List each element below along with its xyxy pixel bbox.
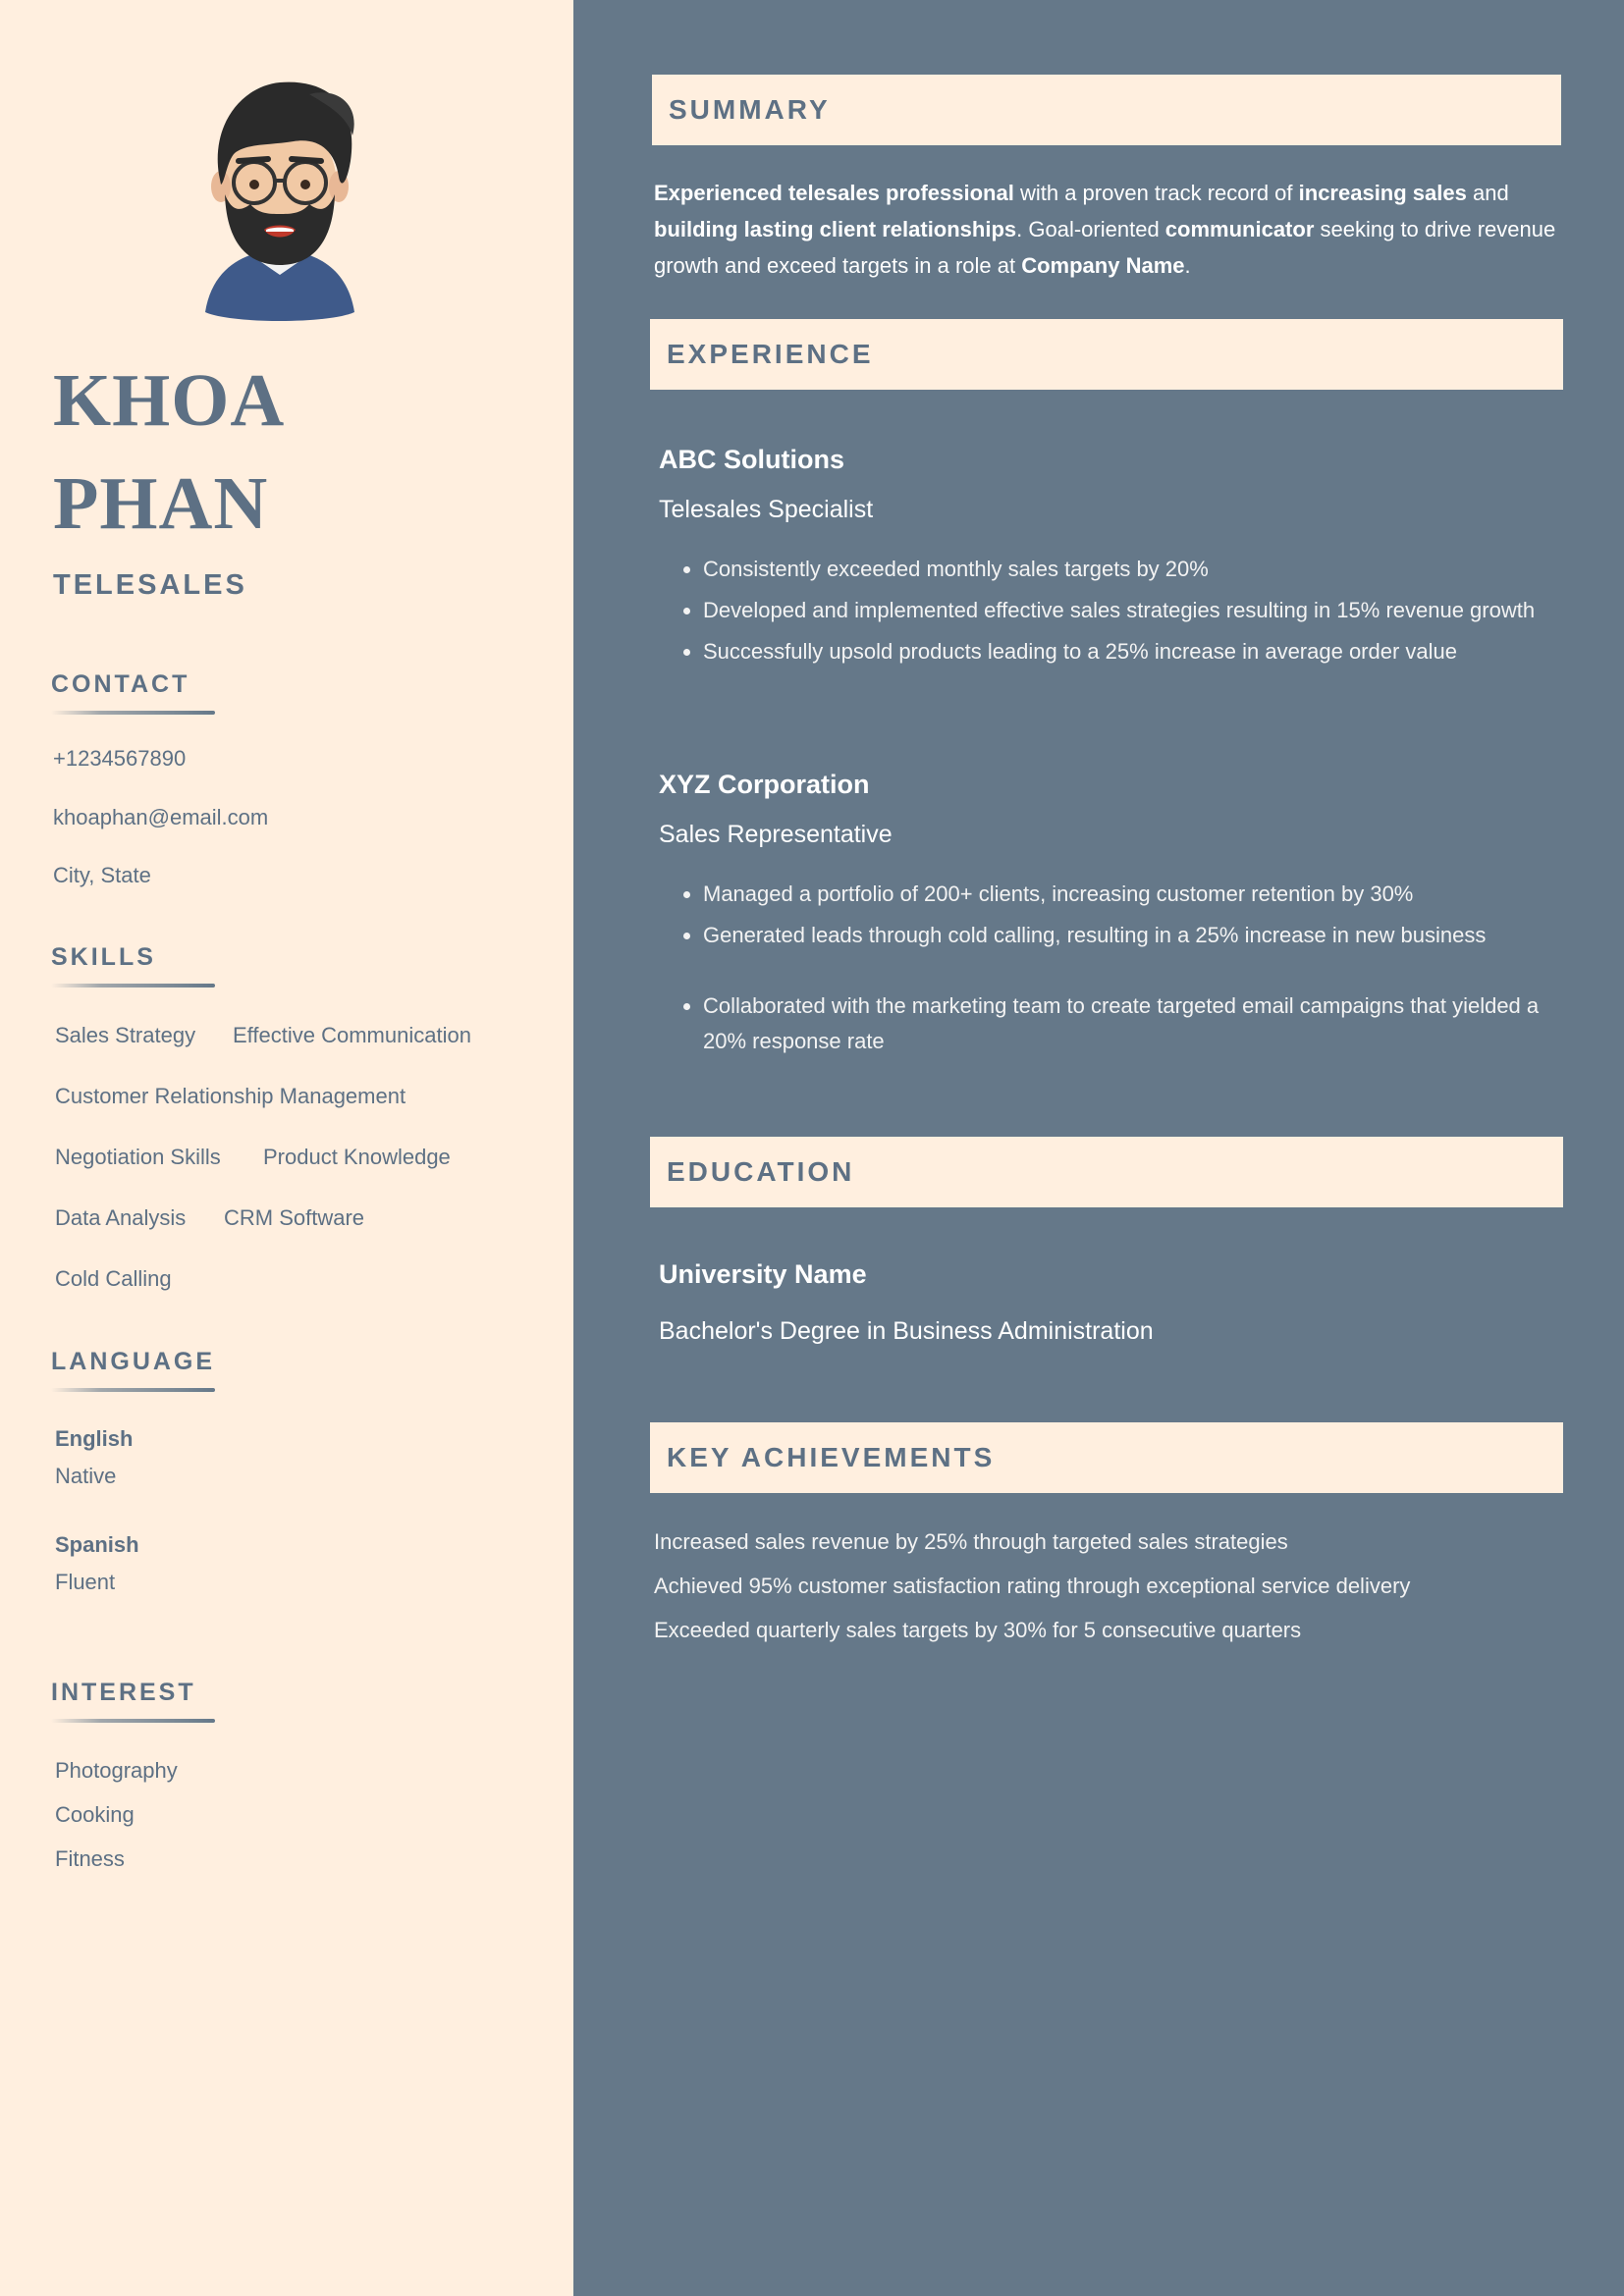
skills-underline <box>51 984 215 988</box>
left-sidebar <box>0 0 573 2296</box>
skill-tag: Customer Relationship Management <box>55 1084 406 1108</box>
contact-location: City, State <box>53 863 151 887</box>
skill-tag: Effective Communication <box>233 1023 471 1047</box>
language-name: English <box>55 1426 134 1451</box>
job-company: ABC Solutions <box>659 445 844 474</box>
language-level: Fluent <box>55 1570 116 1594</box>
language-level: Native <box>55 1464 117 1488</box>
interest-underline <box>51 1719 215 1723</box>
job-bullet: Successfully upsold products leading to a 25% increase in average order value <box>703 634 1557 669</box>
skill-tag: Data Analysis <box>55 1205 187 1230</box>
main-content <box>573 0 1624 2296</box>
summary-part: Company Name <box>1021 253 1185 278</box>
job-bullet: Generated leads through cold calling, resulting in a 25% increase in new business <box>703 918 1557 953</box>
education-heading: EDUCATION <box>667 1156 855 1187</box>
achievements-header <box>650 1422 1563 1493</box>
achievement-item: Exceeded quarterly sales targets by 30% for 5 consecutive quarters <box>654 1618 1302 1642</box>
achievement-item: Achieved 95% customer satisfaction rating through exceptional service delivery <box>654 1574 1411 1598</box>
first-name: KHOA <box>53 359 286 442</box>
job-bullet: Consistently exceeded monthly sales targets by 20% <box>703 552 1557 587</box>
summary-part: communicator <box>1164 217 1315 241</box>
skill-tag: Sales Strategy <box>55 1023 196 1047</box>
avatar <box>191 67 368 322</box>
language-underline <box>51 1388 215 1392</box>
interest-item: Fitness <box>55 1846 125 1871</box>
experience-heading: EXPERIENCE <box>667 339 874 369</box>
skill-tag: Negotiation Skills <box>55 1145 221 1169</box>
education-degree: Bachelor's Degree in Business Administration <box>659 1317 1154 1345</box>
contact-underline <box>51 711 215 715</box>
interest-item: Photography <box>55 1758 178 1783</box>
last-name: PHAN <box>53 462 269 545</box>
skill-tag: CRM Software <box>224 1205 365 1230</box>
language-name: Spanish <box>55 1532 139 1557</box>
summary-part: and <box>1466 181 1509 205</box>
summary-header <box>652 75 1561 145</box>
contact-heading: CONTACT <box>51 670 190 698</box>
summary-text <box>654 175 1567 284</box>
job-bullets <box>703 552 1557 669</box>
job-bullet: Developed and implemented effective sales strategies resulting in 15% revenue growth <box>703 593 1557 628</box>
skills-heading: SKILLS <box>51 943 156 971</box>
summary-heading: SUMMARY <box>669 94 831 125</box>
skill-tag: Product Knowledge <box>263 1145 451 1169</box>
job-bullet: Collaborated with the marketing team to create targeted email campaigns that yielded a 20% response rate <box>703 988 1557 1059</box>
job-bullet: Managed a portfolio of 200+ clients, increasing customer retention by 30% <box>703 877 1557 912</box>
job-company: XYZ Corporation <box>659 770 870 799</box>
contact-phone: +1234567890 <box>53 746 187 771</box>
interest-heading: INTEREST <box>51 1679 196 1706</box>
summary-part: increasing sales <box>1298 181 1467 205</box>
education-school: University Name <box>659 1259 867 1289</box>
job-role: TELESALES <box>53 569 247 601</box>
summary-part: building lasting client relationships <box>654 217 1017 241</box>
achievements-heading: KEY ACHIEVEMENTS <box>667 1442 996 1472</box>
contact-email: khoaphan@email.com <box>53 805 269 829</box>
experience-header <box>650 319 1563 390</box>
achievement-item: Increased sales revenue by 25% through targeted sales strategies <box>654 1529 1288 1554</box>
language-heading: LANGUAGE <box>51 1348 216 1375</box>
summary-part: . Goal-oriented <box>1016 217 1165 241</box>
job-bullets <box>703 877 1557 1059</box>
summary-part: seeking to drive revenue growth and exceed targets in a role at <box>654 217 1556 278</box>
summary-part: . <box>1184 253 1191 278</box>
skill-tag: Cold Calling <box>55 1266 172 1291</box>
education-header <box>650 1137 1563 1207</box>
job-title: Sales Representative <box>659 821 893 848</box>
job-title: Telesales Specialist <box>659 496 874 523</box>
summary-part: Experienced telesales professional <box>654 181 1014 205</box>
summary-part: with a proven track record of <box>1013 181 1299 205</box>
interest-item: Cooking <box>55 1802 135 1827</box>
